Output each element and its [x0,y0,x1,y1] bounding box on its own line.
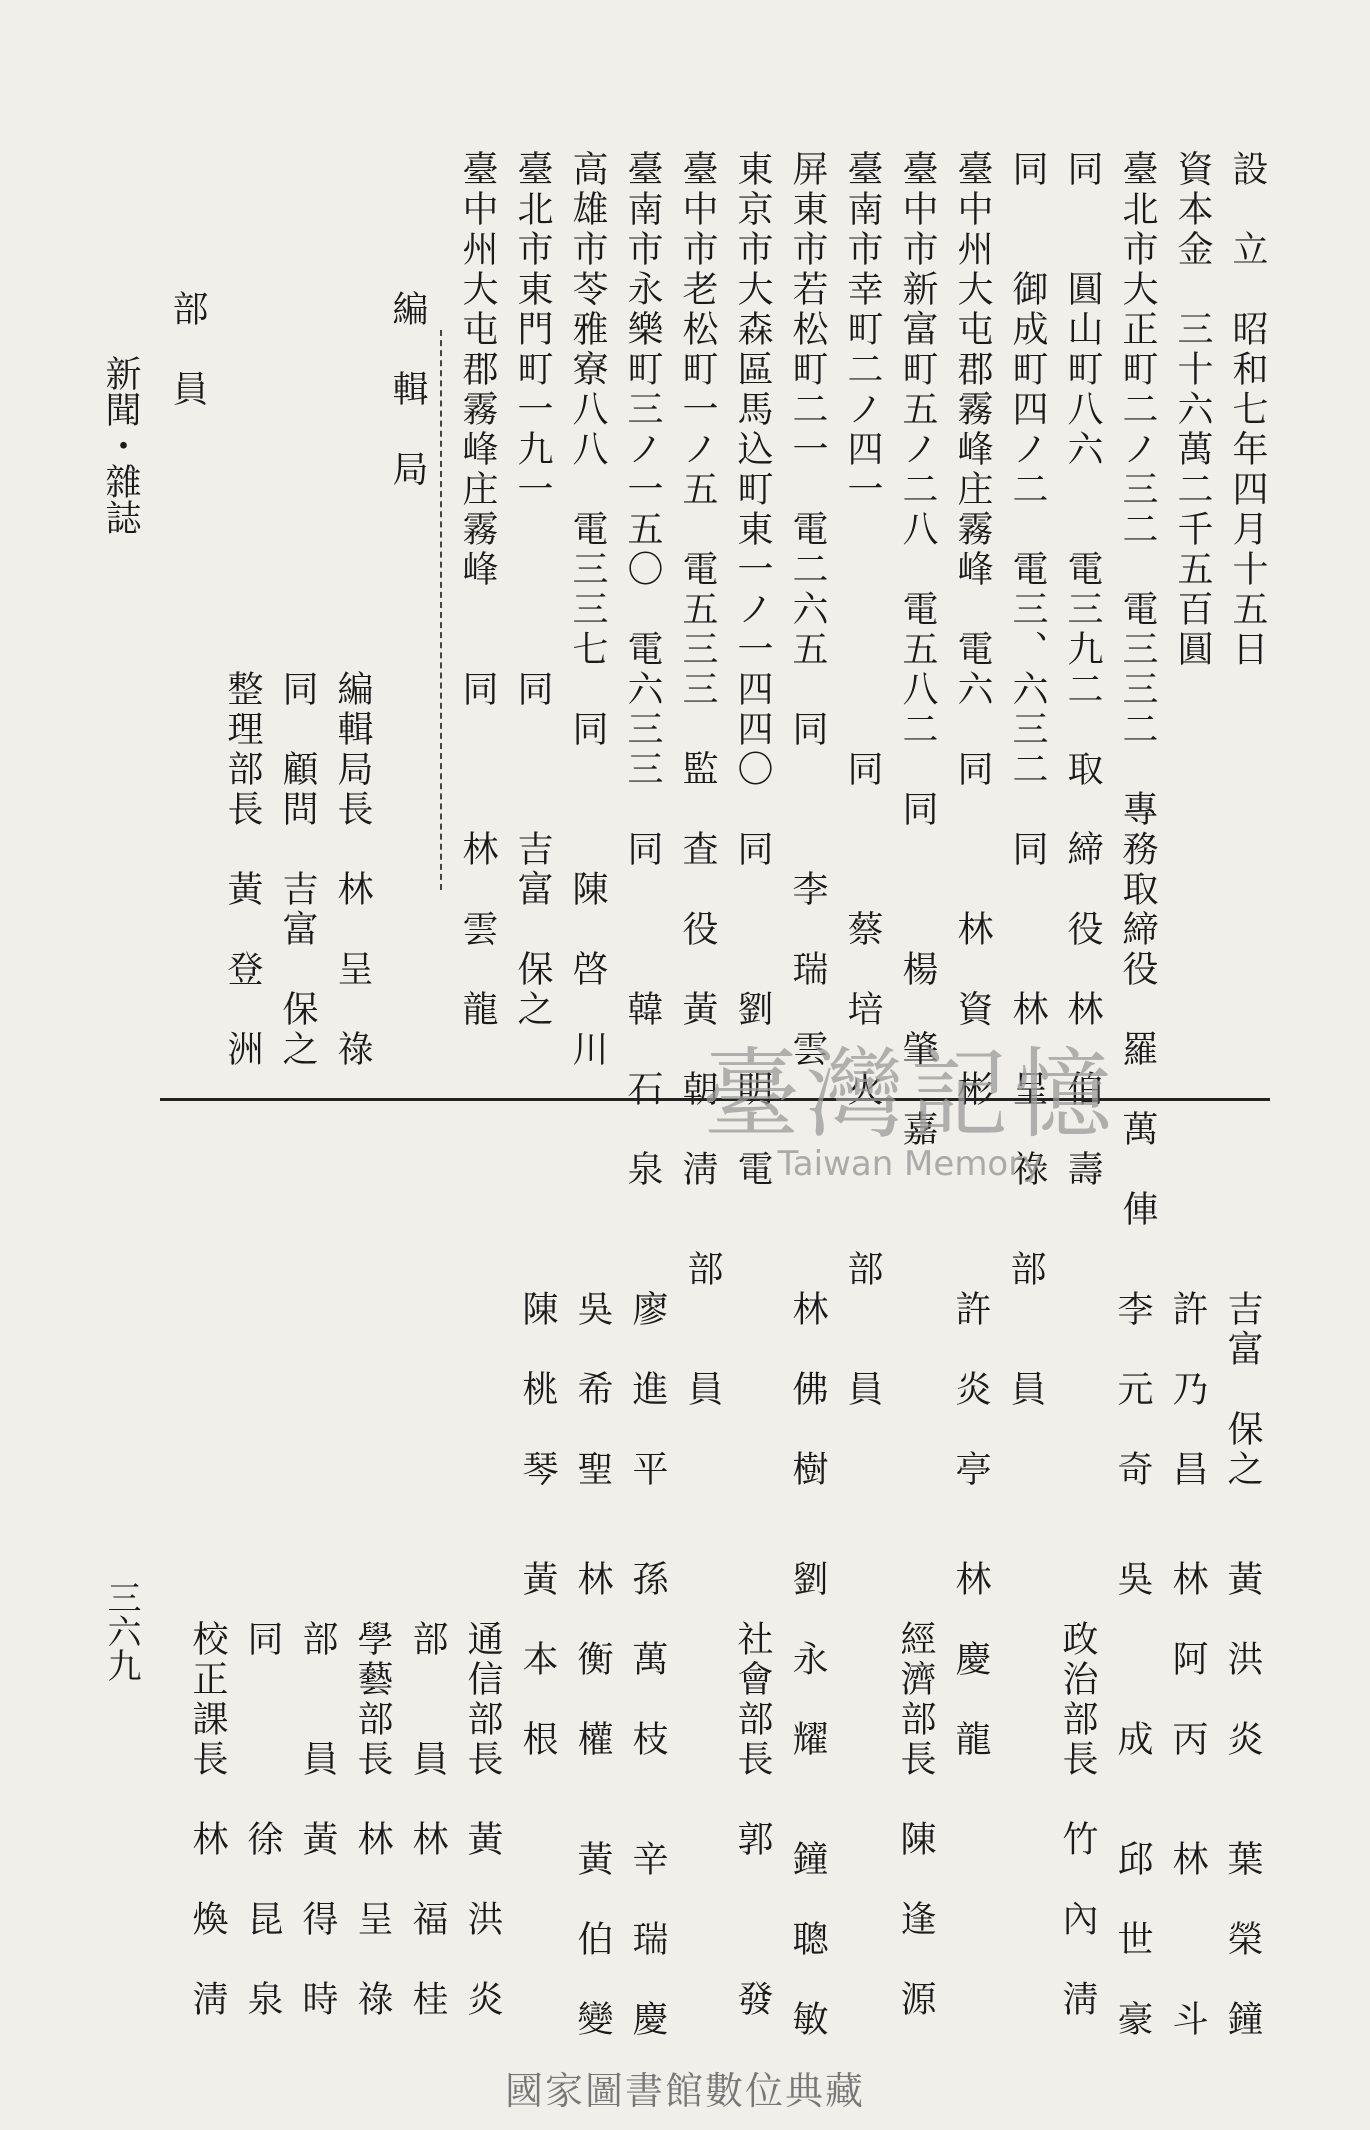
text-column: 同 徐 昆 泉 [242,1620,283,2020]
text-column: 許 乃 昌 [1167,1290,1208,1490]
text-column: 部 員 [842,1250,883,1410]
text-column: 學藝部長 林 呈 祿 [352,1620,393,2020]
text-column: 臺北市東門町一九一 同 吉富 保之 [512,150,553,1030]
text-column: 資本金 三十六萬二千五百圓 [1172,150,1213,670]
text-column: 許 炎 亭 [950,1290,991,1490]
text-column: 部 員 林 福 桂 [407,1620,448,2020]
text-column: 林 慶 龍 [950,1560,991,1760]
text-column: 校正課長 林 煥 淸 [187,1620,228,2020]
watermark-english: Taiwan Memory [777,1144,1043,1184]
text-column: 政治部長 竹 內 淸 [1057,1620,1098,2020]
watermark-chinese: 臺灣記憶 [701,1038,1118,1152]
text-column: 臺北市大正町二ノ三二 電三三二 專務取締役 羅 萬 俥 [1117,150,1158,1230]
text-column: 屏東市若松町二一 電二六五 同 李 瑞 雲 [787,150,828,1070]
text-column: 吳 成 邱 世 豪 [1112,1560,1153,2040]
editorial-title: 編 輯 局 [387,290,428,490]
editorial-member-label: 部 員 [167,290,208,410]
text-column: 部 員 [682,1250,723,1410]
text-column: 廖 進 平 [627,1290,668,1490]
text-column: 通信部長 黃 洪 炎 [462,1620,503,2020]
text-column: 同 御成町四ノ二 電三、六三二 同 林 呈 祿 [1007,150,1048,1190]
text-column: 東京市大森區馬込町東一ノ一四四〇 同 劉 明 電 [732,150,773,1190]
text-column: 林 衡 權 黃 伯 變 [572,1560,613,2040]
text-column: 吳 希 聖 [572,1290,613,1490]
column-divider [440,330,442,890]
text-column: 陳 桃 琴 [517,1290,558,1490]
text-column: 吉富 保之 [1222,1290,1263,1490]
text-column: 黃 洪 炎 葉 榮 鐘 [1222,1560,1263,2040]
text-column: 林 阿 丙 林 斗 [1167,1560,1208,2040]
text-column: 高雄市苓雅寮八八 電三三七 同 陳 啓 川 [567,150,608,1070]
page-number: 三六九 [101,1580,141,1682]
text-column: 黃 本 根 [517,1560,558,1760]
text-column: 劉 永 耀 鐘 聰 敏 [787,1560,828,2040]
text-column: 部 員 [1005,1250,1046,1410]
text-column: 臺中州大屯郡霧峰庄霧峰 電六 同 林 資 彬 [952,150,993,1110]
text-column: 設 立 昭和七年四月十五日 [1227,150,1268,670]
text-column: 臺中州大屯郡霧峰庄霧峰 同 林 雲 龍 [457,150,498,1030]
text-column: 部 員 黃 得 時 [297,1620,338,2020]
side-title: 新聞・雜誌 [100,355,141,535]
text-column: 孫 萬 枝 辛 瑞 慶 [627,1560,668,2040]
text-column: 臺南市幸町二ノ四一 同 蔡 培 火 [842,150,883,1110]
text-column: 臺中市老松町一ノ五 電五三三 監 査 役 黃 朝 淸 [677,150,718,1190]
text-column: 臺中市新富町五ノ二八 電五八二 同 楊 肇 嘉 [897,150,938,1150]
watermark [690,1040,1130,1184]
editorial-entry: 同 顧問 吉富 保之 [277,670,318,1070]
text-column: 同 圓山町八六 電三九二 取 締 役 林 伯 壽 [1062,150,1103,1190]
text-column: 李 元 奇 [1112,1290,1153,1490]
text-column: 社會部長 郭 發 [732,1620,773,2020]
editorial-entry: 編輯局長 林 呈 祿 [332,670,373,1070]
editorial-entry: 整理部長 黃 登 洲 [222,670,263,1070]
text-column: 臺南市永樂町三ノ一五〇 電六三三 同 韓 石 泉 [622,150,663,1190]
text-column: 經濟部長 陳 逢 源 [895,1620,936,2020]
footer-credit: 國家圖書館數位典藏 [504,2069,865,2113]
text-column: 林 佛 樹 [787,1290,828,1490]
